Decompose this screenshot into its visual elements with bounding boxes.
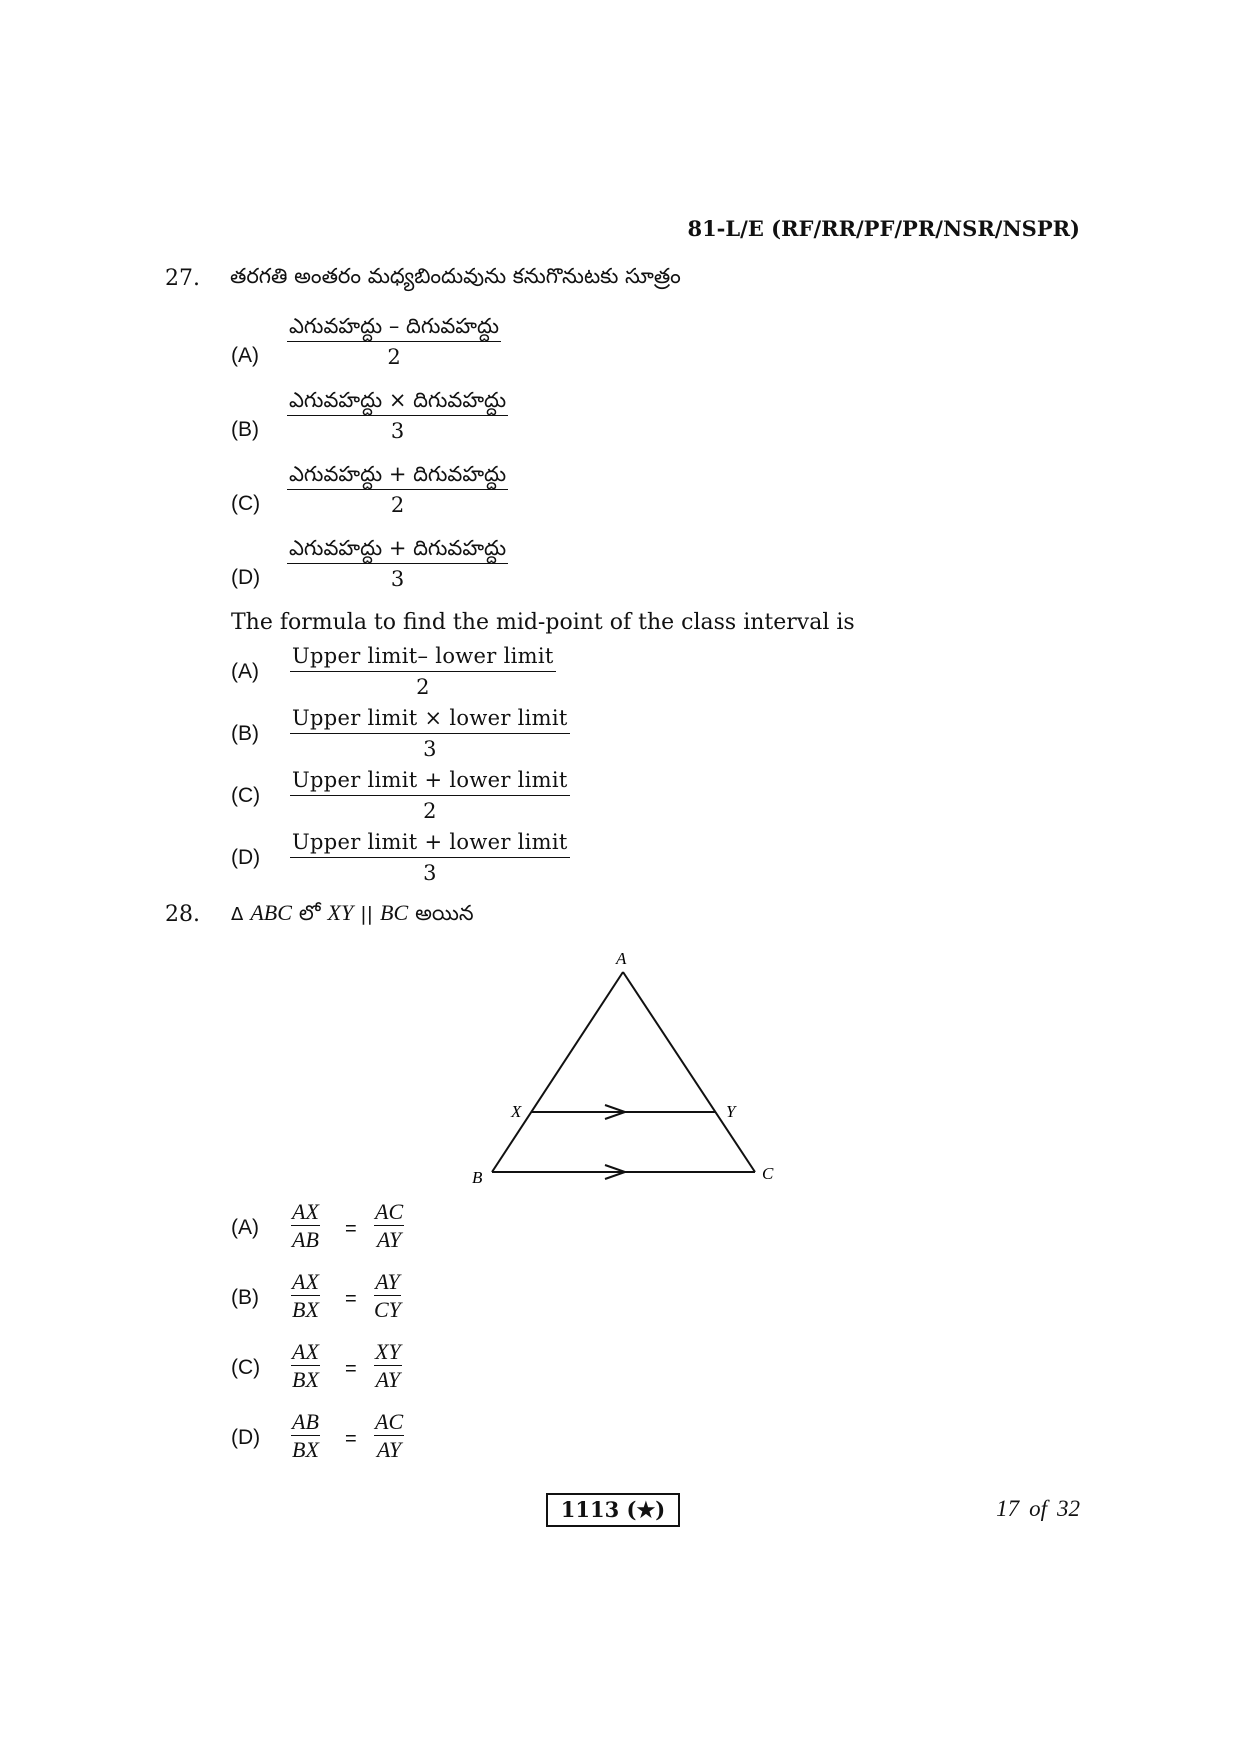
q27-te-option-d-numerator: ఎగువహద్దు + దిగువహద్దు (287, 536, 508, 564)
q27-en-option-c-fraction (290, 768, 570, 823)
q27-te-option-c-numerator: ఎగువహద్దు + దిగువహద్దు (287, 462, 508, 490)
question-28-number: 28. (165, 902, 200, 927)
question-28-text (231, 900, 474, 931)
q28-option-c-left-denominator: BX (292, 1367, 319, 1393)
telugu-ayina: అయిన (415, 901, 474, 925)
q27-en-option-d-numerator: Upper limit + lower limit (290, 830, 570, 858)
q27-te-option-c-label: (C) (231, 492, 261, 515)
q28-option-d-right-fraction (374, 1409, 404, 1463)
q27-en-option-a-label: (A) (231, 660, 259, 683)
segment-xy: XY (327, 900, 354, 925)
paper-code-header: 81-L/E (RF/RR/PF/PR/NSR/NSPR) (687, 216, 1080, 241)
q28-option-a-left-numerator: AX (291, 1199, 320, 1226)
q28-option-b-left-denominator: BX (292, 1297, 319, 1323)
q28-option-b-label: (B) (231, 1286, 259, 1309)
q28-option-b-left-fraction (291, 1269, 320, 1323)
q27-en-option-b-numerator: Upper limit × lower limit (290, 706, 570, 734)
side-ac (623, 972, 755, 1172)
q28-option-c-label: (C) (231, 1356, 261, 1379)
q28-option-a-right-fraction (374, 1199, 404, 1253)
q28-option-d-right-numerator: AC (374, 1409, 404, 1436)
q27-en-option-a-fraction (290, 644, 556, 699)
q27-en-option-c-denominator: 2 (423, 799, 437, 824)
q28-option-d-right-denominator: AY (376, 1437, 402, 1463)
q28-option-d-label: (D) (231, 1426, 261, 1449)
q27-te-option-b-numerator: ఎగువహద్దు × దిగువహద్దు (287, 388, 508, 416)
q28-option-b-right-fraction (374, 1269, 401, 1323)
q27-te-option-a-label: (A) (231, 344, 259, 367)
q28-option-a-right-numerator: AC (374, 1199, 404, 1226)
q27-te-option-b-fraction (287, 388, 508, 443)
q27-en-option-d-denominator: 3 (423, 861, 437, 886)
page-total: 32 (1057, 1496, 1080, 1521)
q28-option-b-right-numerator: AY (374, 1269, 400, 1296)
q27-en-option-c-label: (C) (231, 784, 261, 807)
q28-option-a-left-fraction (291, 1199, 320, 1253)
q27-en-option-d-fraction (290, 830, 570, 885)
q27-en-option-b-fraction (290, 706, 570, 761)
q28-option-c-right-fraction (374, 1339, 402, 1393)
question-27-number: 27. (165, 266, 200, 291)
q27-te-option-c-fraction (287, 462, 508, 517)
vertex-c-label: C (762, 1164, 774, 1183)
q28-option-c-right-numerator: XY (374, 1339, 402, 1366)
q28-option-c-right-denominator: AY (375, 1367, 401, 1393)
page-current: 17 (996, 1496, 1020, 1521)
q27-te-option-d-denominator: 3 (390, 567, 405, 592)
q28-option-b-right-denominator: CY (374, 1297, 401, 1323)
q27-te-option-d-label: (D) (231, 566, 261, 589)
booklet-code-box: 1113 (★) (546, 1493, 680, 1527)
page-number (950, 1496, 1080, 1522)
point-x-label: X (511, 1102, 522, 1121)
point-y-label: Y (726, 1102, 736, 1121)
parallel-symbol: || (360, 903, 373, 925)
vertex-b-label: B (472, 1168, 483, 1187)
telugu-lo: లో (298, 901, 321, 925)
q27-te-option-b-denominator: 3 (390, 419, 405, 444)
question-27-telugu-text: తరగతి అంతరం మధ్యబిందువును కనుగొనుటకు సూత్రం (230, 264, 681, 288)
q27-te-option-a-denominator: 2 (387, 345, 401, 370)
page-of: of (1029, 1496, 1047, 1521)
q27-en-option-a-numerator: Upper limit– lower limit (290, 644, 556, 672)
q27-te-option-d-fraction (287, 536, 508, 591)
q28-option-d-equals: = (345, 1428, 357, 1450)
q28-option-a-left-denominator: AB (292, 1227, 319, 1253)
q27-en-option-b-label: (B) (231, 722, 259, 745)
vertex-a-label: A (616, 949, 627, 968)
side-ab (492, 972, 623, 1172)
q27-te-option-a-numerator: ఎగువహద్దు – దిగువహద్దు (287, 314, 501, 342)
q27-en-option-d-label: (D) (231, 846, 261, 869)
q27-te-option-a-fraction (287, 314, 501, 369)
q28-option-a-right-denominator: AY (376, 1227, 402, 1253)
triangle-name: ABC (250, 900, 292, 925)
q28-option-c-equals: = (345, 1358, 357, 1380)
q27-te-option-c-denominator: 2 (390, 493, 405, 518)
q28-option-c-left-fraction (291, 1339, 320, 1393)
triangle-symbol: Δ (231, 904, 244, 925)
triangle-abc-figure (460, 945, 790, 1195)
q28-option-b-left-numerator: AX (291, 1269, 320, 1296)
q28-option-c-left-numerator: AX (291, 1339, 320, 1366)
q27-en-option-b-denominator: 3 (423, 737, 437, 762)
q28-option-a-label: (A) (231, 1216, 259, 1239)
q27-en-option-a-denominator: 2 (416, 675, 430, 700)
segment-bc: BC (380, 900, 409, 925)
q28-option-b-equals: = (345, 1288, 357, 1310)
q28-option-d-left-fraction (291, 1409, 320, 1463)
q28-option-d-left-denominator: BX (292, 1437, 319, 1463)
q27-te-option-b-label: (B) (231, 418, 259, 441)
q28-option-d-left-numerator: AB (291, 1409, 320, 1436)
question-27-english-text: The formula to find the mid-point of the class interval is (231, 610, 855, 635)
q28-option-a-equals: = (345, 1218, 357, 1240)
q27-en-option-c-numerator: Upper limit + lower limit (290, 768, 570, 796)
